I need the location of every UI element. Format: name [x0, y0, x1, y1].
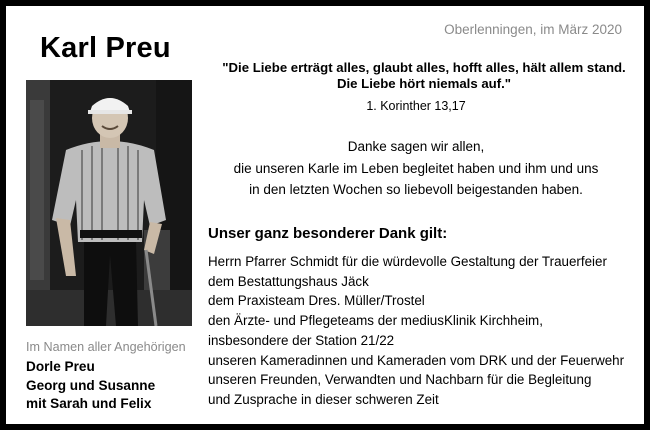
special-thanks-item: dem Bestattungshaus Jäck — [208, 273, 369, 289]
special-thanks-item: insbesondere der Station 21/22 — [208, 332, 395, 348]
special-thanks-heading: Unser ganz besonderer Dank gilt: — [208, 225, 448, 242]
quote-line-2: Die Liebe hört niemals auf." — [336, 76, 512, 91]
portrait-illustration — [26, 80, 192, 326]
mourners-label: Im Namen aller Angehörigen — [26, 340, 186, 354]
quote-line-1: "Die Liebe erträgt alles, glaubt alles, hofft alles, hält allem stand. — [222, 60, 626, 75]
portrait-photo — [26, 80, 192, 326]
mourners-list — [26, 358, 155, 414]
thanks-line: die unseren Karle im Leben begleitet haben und ihm und uns — [233, 160, 599, 176]
special-thanks-list — [208, 252, 648, 410]
special-thanks-item: Herrn Pfarrer Schmidt für die würdevolle Gestaltung der Trauerfeier — [208, 254, 607, 269]
thanks-line: in den letzten Wochen so liebevoll beigestanden haben. — [249, 182, 583, 197]
special-thanks-item: den Ärzte- und Pflegeteams der mediusKlinik Kirchheim, — [208, 313, 543, 329]
special-thanks-item: unseren Kameradinnen und Kameraden vom DRK und der Feuerwehr — [208, 352, 625, 368]
mourner-name: Dorle Preu — [26, 359, 95, 374]
quote-source: 1. Korinther 13,17 — [366, 99, 466, 113]
place-date: Oberlenningen, im März 2020 — [444, 22, 622, 37]
thanks-line: Danke sagen wir allen, — [347, 139, 485, 154]
deceased-name: Karl Preu — [40, 32, 171, 64]
mourner-name: Georg und Susanne — [26, 377, 156, 393]
thanks-paragraph — [206, 136, 626, 201]
mourner-name: mit Sarah und Felix — [26, 396, 152, 411]
special-thanks-item: dem Praxisteam Dres. Müller/Trostel — [208, 293, 425, 309]
special-thanks-item: unseren Freunden, Verwandten und Nachbarn für die Begleitung — [208, 372, 592, 388]
bible-quote — [206, 60, 642, 92]
special-thanks-item: und Zusprache in dieser schweren Zeit — [208, 391, 439, 407]
